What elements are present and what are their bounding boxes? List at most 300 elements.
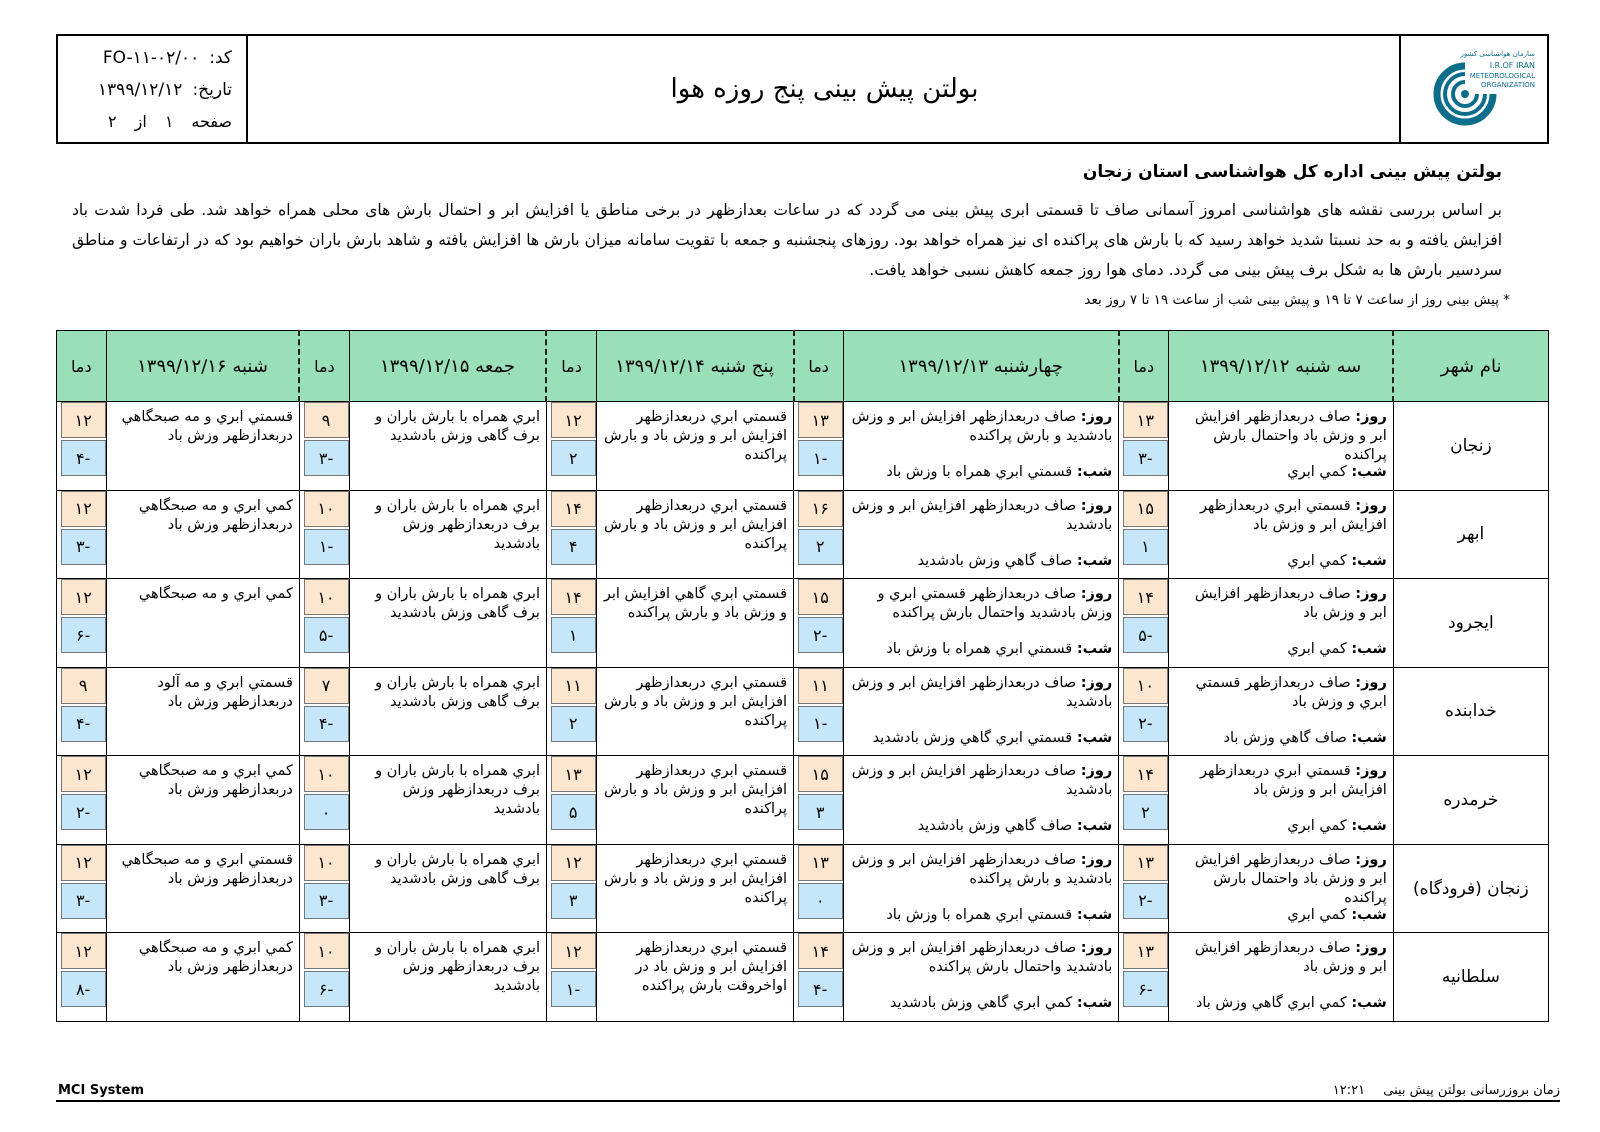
day-forecast xyxy=(1175,851,1387,908)
forecast-text: ابري همراه با بارش باران و برف گاهی وزش بادشديد xyxy=(375,674,540,710)
night-label: شب: xyxy=(1351,641,1387,658)
max-temperature: ۱۶ xyxy=(798,491,843,527)
day-header-3: پنج شنبه ۱۳۹۹/۱۲/۱۴ xyxy=(596,331,793,402)
max-temperature: ۱۲ xyxy=(61,933,106,969)
min-temperature: ۴ xyxy=(551,529,596,565)
code-value: FO-۱۱-۰۲/۰۰ xyxy=(102,48,200,68)
forecast-cell xyxy=(596,844,793,933)
bulletin-header xyxy=(56,34,1549,144)
temperature-cell xyxy=(794,844,844,933)
day-text: صاف دربعدازظهر افزايش ابر و وزش بادشديد xyxy=(851,497,1113,533)
min-temperature: -۱ xyxy=(551,971,596,1007)
min-temperature: ۲ xyxy=(1123,794,1168,830)
forecast-cell xyxy=(106,402,299,491)
forecast-cell xyxy=(596,933,793,1022)
temperature-cell xyxy=(794,402,844,491)
forecast-cell xyxy=(843,844,1119,933)
forecast-text: كمي ابري و مه صبحگاهي دربعدازظهر وزش باد xyxy=(138,763,293,799)
temperature-cell xyxy=(1119,844,1169,933)
table-row xyxy=(57,490,1549,579)
temperature-cell xyxy=(546,844,596,933)
night-forecast xyxy=(850,906,1113,925)
night-text: كمي ابري xyxy=(1287,552,1347,569)
temperature-cell xyxy=(1119,402,1169,491)
temp-header-3: دما xyxy=(546,331,596,402)
day-forecast xyxy=(850,497,1113,535)
table-body xyxy=(57,402,1549,1022)
temperature-cell xyxy=(546,933,596,1022)
forecast-cell xyxy=(596,402,793,491)
forecast-cell xyxy=(1168,579,1393,668)
temperature-cell xyxy=(546,490,596,579)
forecast-cell xyxy=(349,933,546,1022)
day-forecast xyxy=(850,408,1113,446)
night-forecast xyxy=(1175,994,1387,1013)
day-text: صاف دربعدازظهر قسمتي ابري و وزش بادشديد واحتمال بارش پراكنده xyxy=(877,586,1113,622)
day-text: صاف دربعدازظهر افزايش ابر و وزش بادشديد xyxy=(851,674,1113,710)
night-label: شب: xyxy=(1076,641,1113,658)
min-temperature: -۳ xyxy=(61,883,106,919)
day-label: روز: xyxy=(1355,497,1387,514)
max-temperature: ۱۴ xyxy=(551,491,596,527)
forecast-cell xyxy=(1168,756,1393,845)
forecast-text: قسمتي ابري دربعدازظهر افزايش ابر و وزش باد و بارش پراكنده xyxy=(604,674,788,729)
city-name: خدابنده xyxy=(1393,667,1548,756)
forecast-cell xyxy=(596,667,793,756)
night-label: شب: xyxy=(1351,464,1387,480)
update-time-label: زمان بروزرسانی بولتن پیش بینی xyxy=(1383,1083,1560,1098)
night-forecast xyxy=(1175,463,1387,482)
night-text: كمي ابري xyxy=(1287,464,1347,480)
max-temperature: ۱۲ xyxy=(61,756,106,792)
day-label: روز: xyxy=(1355,940,1387,957)
forecast-cell xyxy=(596,579,793,668)
temperature-cell xyxy=(299,402,349,491)
day-label: روز: xyxy=(1080,497,1113,514)
night-text: كمي ابري xyxy=(1287,641,1347,658)
forecast-cell xyxy=(843,579,1119,668)
min-temperature: -۶ xyxy=(61,617,106,653)
forecast-table xyxy=(56,330,1549,1022)
table-row xyxy=(57,844,1549,933)
min-temperature: -۲ xyxy=(1123,706,1168,742)
min-temperature: -۵ xyxy=(304,617,349,653)
night-label: شب: xyxy=(1351,729,1387,746)
night-forecast xyxy=(850,729,1113,748)
night-forecast xyxy=(850,817,1113,836)
night-text: قسمتي ابري گاهي وزش بادشديد xyxy=(872,729,1073,746)
day-forecast xyxy=(850,585,1113,623)
forecast-cell xyxy=(106,756,299,845)
temperature-cell xyxy=(1119,667,1169,756)
day-label: روز: xyxy=(1355,851,1387,868)
max-temperature: ۱۰ xyxy=(304,579,349,615)
forecast-text: قسمتي ابري دربعدازظهر افزايش ابر و وزش باد و بارش پراكنده xyxy=(604,763,788,818)
max-temperature: ۱۲ xyxy=(61,402,106,438)
forecast-cell xyxy=(1168,490,1393,579)
min-temperature: ۵ xyxy=(551,794,596,830)
night-text: صاف گاهي وزش باد xyxy=(1223,729,1347,746)
night-forecast xyxy=(1175,552,1387,571)
day-header-1: سه شنبه ۱۳۹۹/۱۲/۱۲ xyxy=(1168,331,1393,402)
city-name: سلطانيه xyxy=(1393,933,1548,1022)
forecast-cell xyxy=(106,667,299,756)
max-temperature: ۱۲ xyxy=(61,491,106,527)
night-forecast xyxy=(850,640,1113,659)
forecast-text: كمي ابري و مه صبحگاهي دربعدازظهر وزش باد xyxy=(138,940,293,976)
temp-header-4: دما xyxy=(299,331,349,402)
logo-line-fa: سازمان هواشناسی کشور xyxy=(1460,50,1535,58)
temperature-cell xyxy=(794,756,844,845)
day-header-5: شنبه ۱۳۹۹/۱۲/۱۶ xyxy=(106,331,299,402)
day-label: روز: xyxy=(1355,763,1387,780)
min-temperature: -۸ xyxy=(61,971,106,1007)
day-forecast xyxy=(850,762,1113,800)
forecast-cell xyxy=(843,933,1119,1022)
max-temperature: ۹ xyxy=(304,402,349,438)
max-temperature: ۱۱ xyxy=(551,668,596,704)
forecast-cell xyxy=(106,844,299,933)
min-temperature: ۰ xyxy=(304,794,349,830)
date-value: ۱۳۹۹/۱۲/۱۲ xyxy=(97,80,183,100)
forecast-cell xyxy=(596,756,793,845)
day-text: صاف دربعدازظهر افزايش ابر و وزش بادشديد و بارش پراكنده xyxy=(851,409,1113,444)
day-text: صاف دربعدازظهر قسمتي ابري و وزش باد xyxy=(1195,674,1387,710)
temperature-cell xyxy=(546,402,596,491)
min-temperature: -۳ xyxy=(304,883,349,919)
header-meta-box xyxy=(58,36,248,142)
max-temperature: ۱۰ xyxy=(304,756,349,792)
forecast-cell xyxy=(843,667,1119,756)
min-temperature: ۳ xyxy=(551,883,596,919)
max-temperature: ۱۳ xyxy=(551,756,596,792)
temperature-cell xyxy=(1119,933,1169,1022)
night-forecast xyxy=(850,994,1113,1013)
day-label: روز: xyxy=(1355,409,1387,425)
min-temperature: -۲ xyxy=(1123,883,1168,919)
night-forecast xyxy=(1175,729,1387,748)
temperature-cell xyxy=(794,667,844,756)
forecast-text: قسمتي ابري دربعدازظهر افزايش ابر و وزش باد و بارش پراكنده xyxy=(604,851,788,906)
day-text: صاف دربعدازظهر افزايش ابر و وزش باد واحتمال بارش پراكنده xyxy=(1194,409,1387,463)
max-temperature: ۱۲ xyxy=(61,845,106,881)
forecast-text: قسمتي ابري و مه صبحگاهي دربعدازظهر وزش باد xyxy=(121,409,293,444)
update-time-value: ۱۲:۲۱ xyxy=(1332,1083,1366,1098)
table-row xyxy=(57,933,1549,1022)
city-name: خرمدره xyxy=(1393,756,1548,845)
temperature-cell xyxy=(299,490,349,579)
temperature-cell xyxy=(794,490,844,579)
temperature-cell xyxy=(57,756,107,845)
city-name: زنجان (فرودگاه) xyxy=(1393,844,1548,933)
night-text: قسمتي ابري همراه با وزش باد xyxy=(886,464,1073,480)
max-temperature: ۱۲ xyxy=(551,933,596,969)
forecast-time-note: * پیش بینی روز از ساعت ۷ تا ۱۹ و پیش بینی شب از ساعت ۱۹ تا ۷ روز بعد xyxy=(1084,292,1510,308)
footer-divider xyxy=(56,1100,1560,1102)
day-forecast xyxy=(1175,497,1387,535)
max-temperature: ۱۳ xyxy=(1123,402,1168,438)
table-row xyxy=(57,667,1549,756)
table-row xyxy=(57,402,1549,491)
max-temperature: ۹ xyxy=(61,668,106,704)
forecast-cell xyxy=(1168,667,1393,756)
temperature-cell xyxy=(299,844,349,933)
forecast-text: ابري همراه با بارش باران و برف گاهی وزش بادشديد xyxy=(375,851,540,887)
min-temperature: ۲ xyxy=(798,529,843,565)
night-label: شب: xyxy=(1351,818,1387,835)
city-name: زنجان xyxy=(1393,402,1548,491)
min-temperature: -۴ xyxy=(61,440,106,476)
night-label: شب: xyxy=(1076,906,1113,923)
forecast-text: كمي ابري و مه صبحگاهي دربعدازظهر وزش باد xyxy=(138,497,293,533)
city-name: ابهر xyxy=(1393,490,1548,579)
page-of: از xyxy=(134,112,147,131)
min-temperature: ۲ xyxy=(551,440,596,476)
day-label: روز: xyxy=(1080,586,1113,603)
temperature-cell xyxy=(299,579,349,668)
forecast-cell xyxy=(349,490,546,579)
temperature-cell xyxy=(546,579,596,668)
forecast-text: ابري همراه با بارش باران و برف گاهی وزش بادشديد xyxy=(375,586,540,622)
min-temperature: -۳ xyxy=(304,440,349,476)
forecast-cell xyxy=(1168,402,1393,491)
page-total: ۲ xyxy=(108,112,117,131)
forecast-cell xyxy=(349,402,546,491)
min-temperature: -۲ xyxy=(798,617,843,653)
min-temperature: -۶ xyxy=(304,971,349,1007)
forecast-text: قسمتي ابري گاهي افزايش ابر و وزش باد و بارش پراكنده xyxy=(603,586,788,622)
logo-line-organization: ORGANIZATION xyxy=(1480,81,1535,89)
max-temperature: ۱۴ xyxy=(551,579,596,615)
day-header-2: چهارشنبه ۱۳۹۹/۱۲/۱۳ xyxy=(843,331,1119,402)
min-temperature: -۴ xyxy=(304,706,349,742)
forecast-cell xyxy=(106,490,299,579)
forecast-cell xyxy=(349,756,546,845)
footer-update-time xyxy=(1333,1083,1560,1098)
night-label: شب: xyxy=(1351,906,1387,923)
temperature-cell xyxy=(1119,490,1169,579)
night-forecast xyxy=(850,552,1113,571)
min-temperature: ۲ xyxy=(551,706,596,742)
forecast-text: قسمتي ابري دربعدازظهر افزايش ابر و وزش باد در اواخروقت بارش پراكنده xyxy=(635,940,788,995)
min-temperature: -۶ xyxy=(1123,971,1168,1007)
max-temperature: ۱۳ xyxy=(1123,845,1168,881)
min-temperature: -۴ xyxy=(798,971,843,1007)
night-forecast xyxy=(1175,906,1387,925)
max-temperature: ۱۵ xyxy=(1123,491,1168,527)
night-label: شب: xyxy=(1076,464,1113,480)
temperature-cell xyxy=(794,933,844,1022)
page-row xyxy=(100,112,232,131)
temperature-cell xyxy=(57,844,107,933)
intro-title: بولتن پیش بینی اداره کل هواشناسی استان زنجان xyxy=(1082,162,1502,182)
night-text: صاف گاهي وزش بادشديد xyxy=(917,552,1073,569)
day-label: روز: xyxy=(1080,409,1113,425)
min-temperature: -۲ xyxy=(61,794,106,830)
day-forecast xyxy=(850,939,1113,977)
forecast-text: ابري همراه با بارش باران و برف دربعدازظهر وزش بادشديد xyxy=(375,763,540,818)
date-label: تاریخ: xyxy=(192,80,232,100)
day-forecast xyxy=(1175,408,1387,465)
night-forecast xyxy=(1175,640,1387,659)
forecast-cell xyxy=(106,579,299,668)
night-text: قسمتي ابري همراه با وزش باد xyxy=(886,906,1073,923)
day-text: قسمتي ابري دربعدازظهر افزايش ابر و وزش باد xyxy=(1199,763,1387,799)
night-text: قسمتي ابري همراه با وزش باد xyxy=(886,641,1073,658)
max-temperature: ۱۰ xyxy=(304,933,349,969)
forecast-text: قسمتي ابري دربعدازظهر افزايش ابر و وزش باد و بارش پراكنده xyxy=(604,497,788,552)
temperature-cell xyxy=(57,579,107,668)
min-temperature: ۱ xyxy=(1123,529,1168,565)
bulletin-title: بولتن پیش بینی پنج روزه هوا xyxy=(670,74,979,104)
day-text: صاف دربعدازظهر افزايش ابر و وزش باد xyxy=(1194,940,1387,976)
forecast-cell xyxy=(1168,844,1393,933)
max-temperature: ۱۰ xyxy=(304,845,349,881)
intro-paragraph: بر اساس بررسی نقشه های هواشناسی امروز آسمانی صاف تا قسمتی ابری پیش بینی می گردد که در ساعات بعدازظهر در برخی مناطق یا افزایش ابر و احتمال بارش های محلی همراه خواهد شد. طی فردا شدت باد افزایش یافته و به حد نسبتا شدید خواهد رسید که با بارش های پراکنده ای نیز همراه خواهد بود. روزهای پنجشنبه و جمعه با تقویت سامانه میزان بارش ها افزایش یافته و شاهد بارش باران خواهیم بود که در ارتفاعات و مناطق سردسیر بارش ها به شکل برف پیش بینی می گردد. دمای هوا روز جمعه کاهش نسبی خواهد یافت. xyxy=(72,201,1502,279)
night-label: شب: xyxy=(1076,552,1113,569)
night-text: صاف گاهي وزش بادشديد xyxy=(917,818,1073,835)
day-label: روز: xyxy=(1080,851,1113,868)
table-row xyxy=(57,579,1549,668)
day-text: صاف دربعدازظهر افزايش ابر و وزش بادشديد xyxy=(851,763,1113,799)
forecast-cell xyxy=(349,579,546,668)
logo-line-meteorological: METEOROLOGICAL xyxy=(1469,72,1535,80)
max-temperature: ۱۳ xyxy=(1123,933,1168,969)
forecast-cell xyxy=(843,402,1119,491)
temperature-cell xyxy=(57,490,107,579)
temperature-cell xyxy=(546,667,596,756)
min-temperature: -۴ xyxy=(61,706,106,742)
forecast-cell xyxy=(596,490,793,579)
date-row xyxy=(98,80,232,100)
day-text: صاف دربعدازظهر افزايش ابر و وزش بادشديد واحتمال بارش پراكنده xyxy=(851,940,1113,976)
day-forecast xyxy=(1175,674,1387,712)
day-forecast xyxy=(850,674,1113,712)
max-temperature: ۷ xyxy=(304,668,349,704)
min-temperature: ۰ xyxy=(798,883,843,919)
day-text: صاف دربعدازظهر افزايش ابر و وزش باد xyxy=(1194,586,1387,622)
forecast-text: قسمتي ابري و مه صبحگاهي دربعدازظهر وزش باد xyxy=(121,851,293,887)
night-text: كمي ابري xyxy=(1287,906,1347,923)
logo-spiral-icon xyxy=(1409,42,1539,136)
max-temperature: ۱۴ xyxy=(798,933,843,969)
forecast-text: ابري همراه با بارش باران و برف دربعدازظهر وزش بادشديد xyxy=(375,940,540,995)
max-temperature: ۱۳ xyxy=(798,402,843,438)
forecast-text: ابري همراه با بارش باران و برف گاهی وزش بادشديد xyxy=(375,409,540,444)
max-temperature: ۱۴ xyxy=(1123,756,1168,792)
max-temperature: ۱۴ xyxy=(1123,579,1168,615)
day-text: قسمتي ابري دربعدازظهر افزايش ابر و وزش باد xyxy=(1199,497,1387,533)
max-temperature: ۱۵ xyxy=(798,756,843,792)
night-forecast xyxy=(850,463,1113,482)
max-temperature: ۱۲ xyxy=(61,579,106,615)
min-temperature: -۱ xyxy=(798,706,843,742)
meteorological-organization-logo xyxy=(1399,36,1547,142)
min-temperature: -۱ xyxy=(798,440,843,476)
night-text: كمي ابري گاهي وزش باد xyxy=(1195,995,1347,1012)
night-forecast xyxy=(1175,817,1387,836)
forecast-cell xyxy=(843,490,1119,579)
day-forecast xyxy=(1175,939,1387,977)
table-header-row xyxy=(57,331,1549,402)
max-temperature: ۱۵ xyxy=(798,579,843,615)
day-header-4: جمعه ۱۳۹۹/۱۲/۱۵ xyxy=(349,331,546,402)
night-label: شب: xyxy=(1076,818,1113,835)
forecast-cell xyxy=(106,933,299,1022)
forecast-text: كمي ابري و مه صبحگاهي xyxy=(138,586,293,603)
day-label: روز: xyxy=(1080,763,1113,780)
temperature-cell xyxy=(57,402,107,491)
day-text: صاف دربعدازظهر افزايش ابر و وزش بادشديد و بارش پراكنده xyxy=(851,851,1113,887)
page-label: صفحه xyxy=(191,112,232,131)
night-label: شب: xyxy=(1351,995,1387,1012)
temperature-cell xyxy=(546,756,596,845)
forecast-cell xyxy=(1168,933,1393,1022)
night-text: كمي ابري گاهي وزش بادشديد xyxy=(889,995,1073,1012)
max-temperature: ۱۰ xyxy=(1123,668,1168,704)
footer-system-name: MCI System xyxy=(58,1083,144,1098)
city-name: ايجرود xyxy=(1393,579,1548,668)
temperature-cell xyxy=(299,667,349,756)
code-row xyxy=(103,48,232,68)
night-text: كمي ابري xyxy=(1287,818,1347,835)
min-temperature: -۵ xyxy=(1123,617,1168,653)
day-text: صاف دربعدازظهر افزايش ابر و وزش باد واحتمال بارش پراكنده xyxy=(1194,851,1387,906)
max-temperature: ۱۰ xyxy=(304,491,349,527)
forecast-text: قسمتي ابري و مه آلود دربعدازظهر وزش باد xyxy=(157,674,293,710)
temperature-cell xyxy=(299,756,349,845)
temp-header-2: دما xyxy=(794,331,844,402)
max-temperature: ۱۲ xyxy=(551,402,596,438)
day-forecast xyxy=(850,851,1113,889)
day-forecast xyxy=(1175,762,1387,800)
max-temperature: ۱۱ xyxy=(798,668,843,704)
day-forecast xyxy=(1175,585,1387,623)
temperature-cell xyxy=(1119,756,1169,845)
night-label: شب: xyxy=(1076,729,1113,746)
temperature-cell xyxy=(1119,579,1169,668)
forecast-cell xyxy=(349,844,546,933)
forecast-text: ابري همراه با بارش باران و برف دربعدازظهر وزش بادشديد xyxy=(375,497,540,552)
temp-header-1: دما xyxy=(1119,331,1169,402)
day-label: روز: xyxy=(1080,674,1113,691)
max-temperature: ۱۳ xyxy=(798,845,843,881)
page-number: ۱ xyxy=(164,112,174,131)
min-temperature: -۳ xyxy=(61,529,106,565)
temperature-cell xyxy=(299,933,349,1022)
min-temperature: -۳ xyxy=(1123,440,1168,476)
forecast-cell xyxy=(843,756,1119,845)
temperature-cell xyxy=(57,933,107,1022)
temperature-cell xyxy=(794,579,844,668)
night-label: شب: xyxy=(1351,552,1387,569)
night-label: شب: xyxy=(1076,995,1113,1012)
forecast-cell xyxy=(349,667,546,756)
code-label: کد: xyxy=(209,48,232,68)
temp-header-5: دما xyxy=(57,331,107,402)
forecast-text: قسمتي ابري دربعدازظهر افزايش ابر و وزش باد و بارش پراكنده xyxy=(604,409,788,463)
table-row xyxy=(57,756,1549,845)
min-temperature: ۱ xyxy=(551,617,596,653)
day-label: روز: xyxy=(1080,940,1113,957)
min-temperature: ۳ xyxy=(798,794,843,830)
city-header: نام شهر xyxy=(1393,331,1548,402)
temperature-cell xyxy=(57,667,107,756)
day-label: روز: xyxy=(1355,586,1387,603)
logo-line-iran: I.R.OF IRAN xyxy=(1489,61,1535,70)
day-label: روز: xyxy=(1355,674,1387,691)
min-temperature: -۱ xyxy=(304,529,349,565)
